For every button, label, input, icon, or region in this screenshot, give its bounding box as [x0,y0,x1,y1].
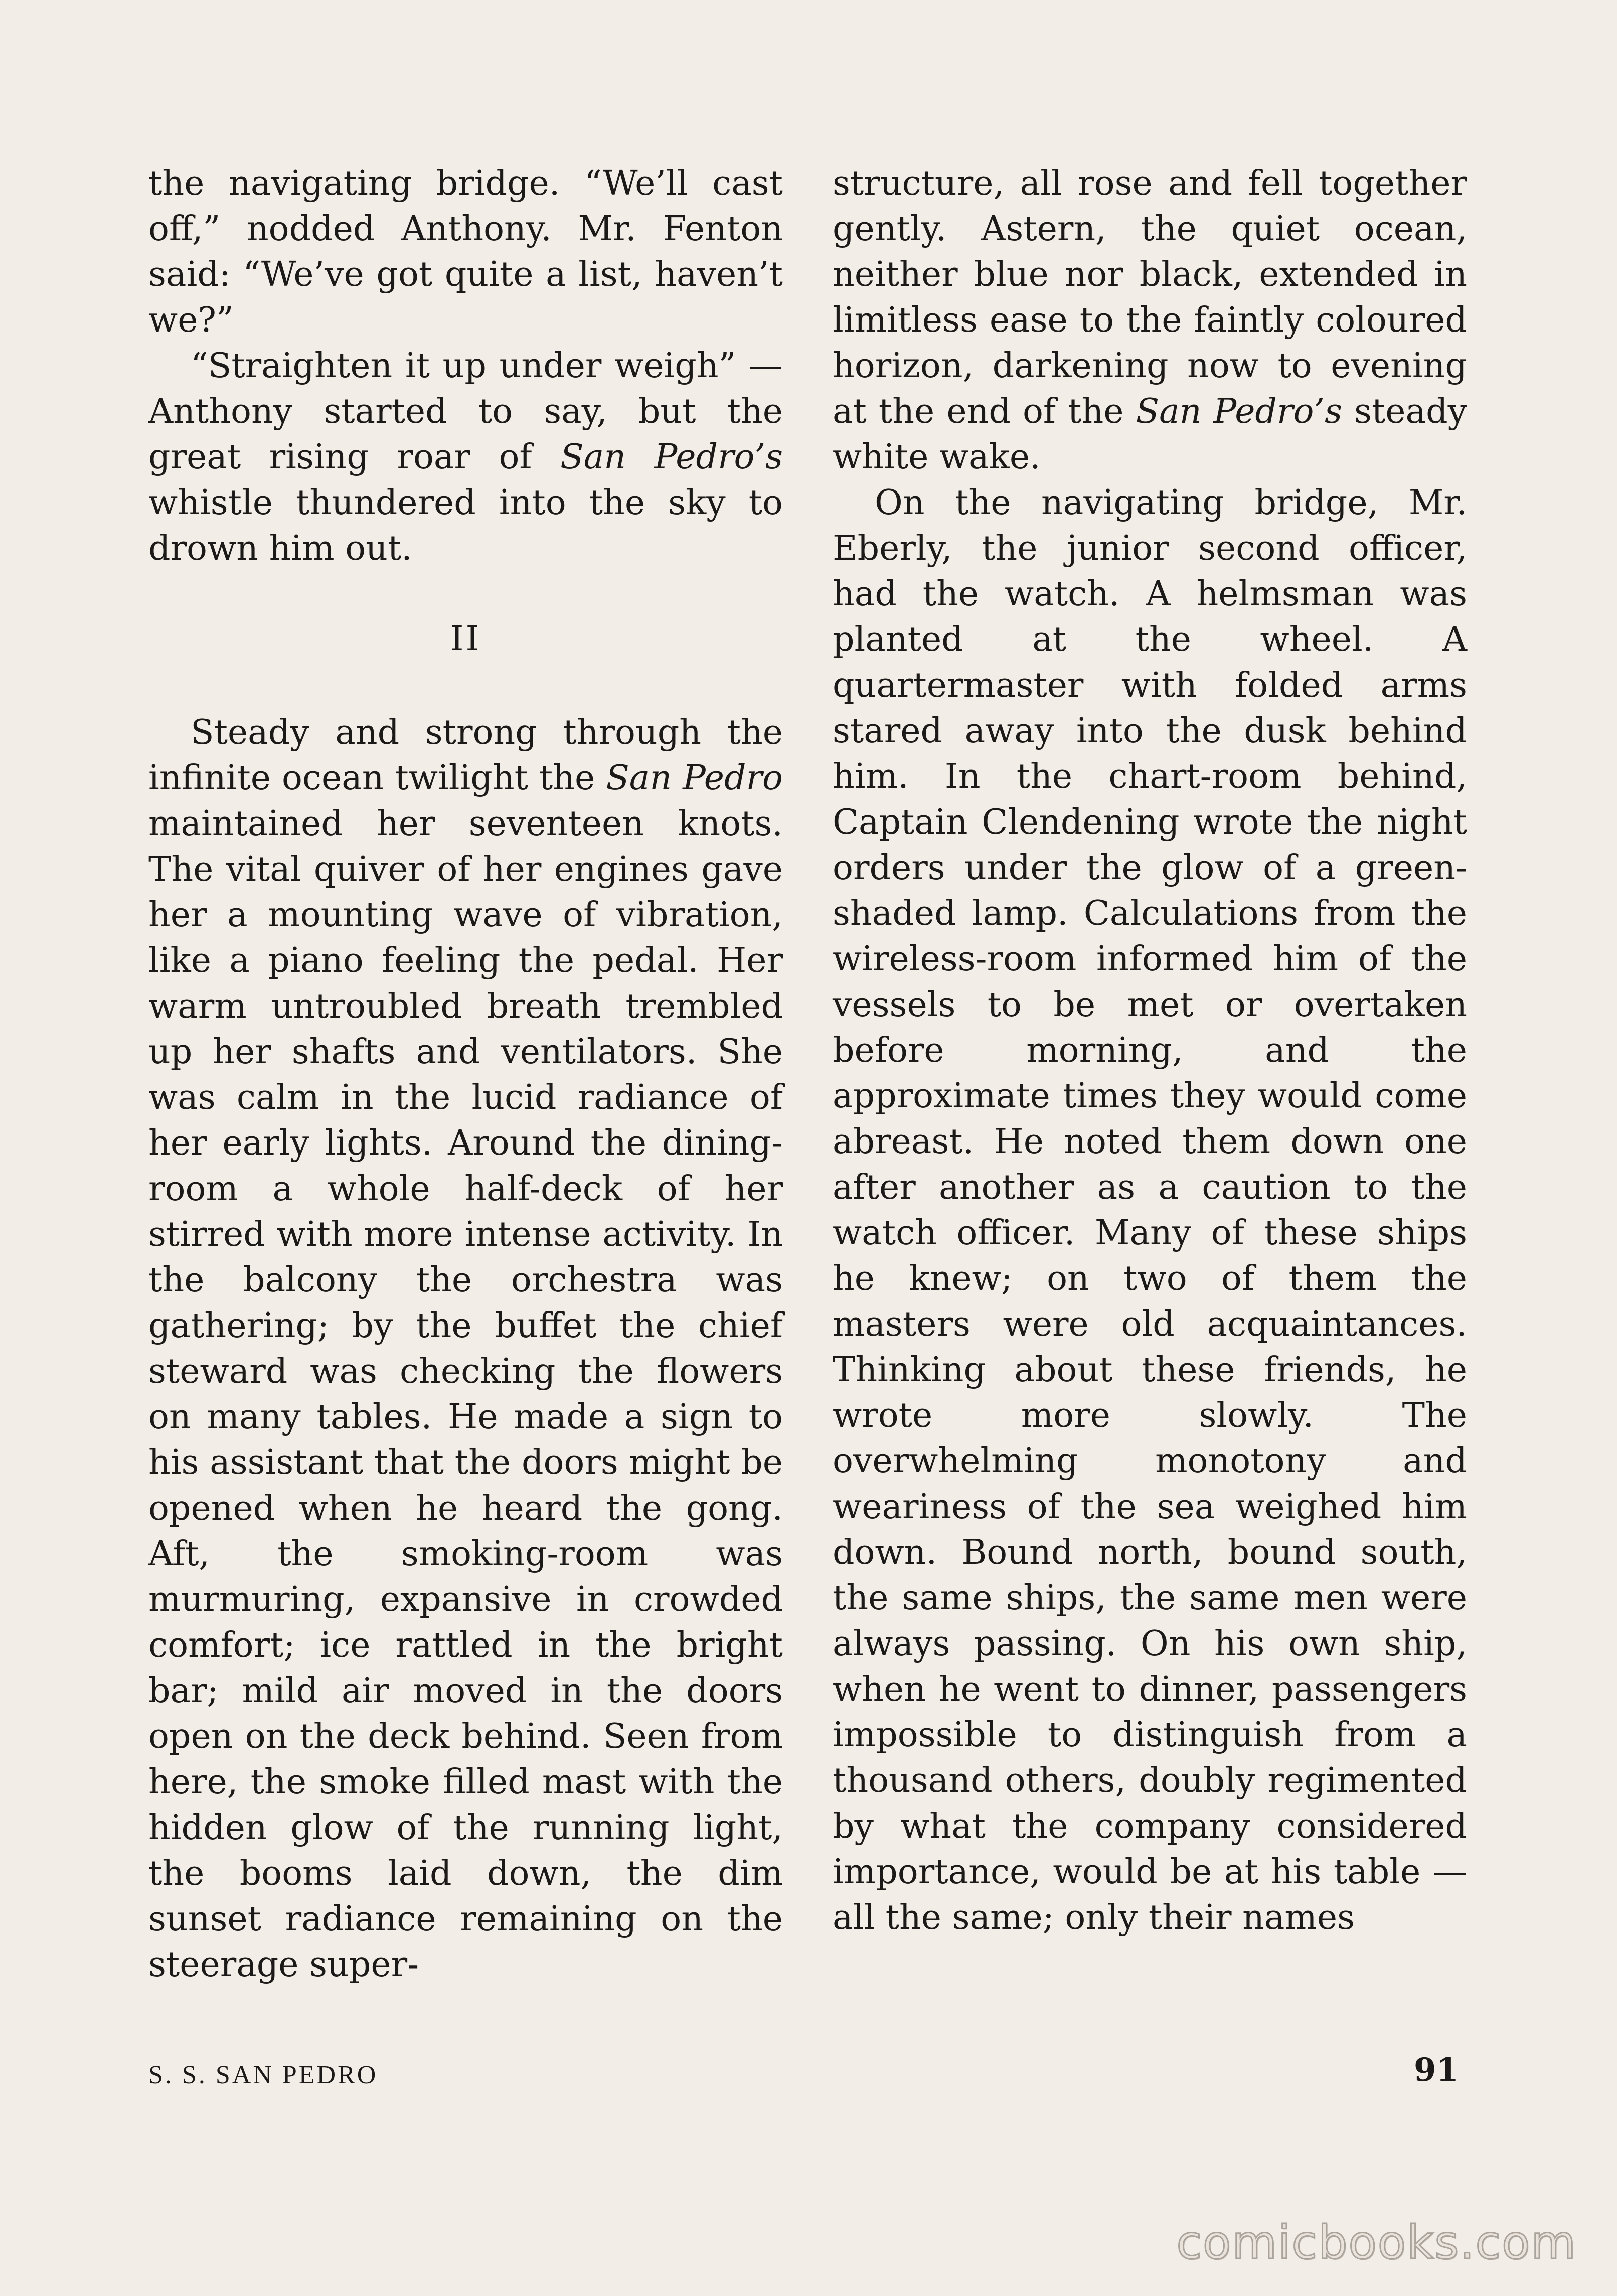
paragraph [148,710,783,1988]
paragraph-text: whistle thundered into the sky to drown him out. [148,483,783,568]
paragraph: the navigating bridge. “We’ll cast off,” nodded Anthony. Mr. Fenton said: “We’ve got quite a list, haven’t we?” [148,163,783,340]
paragraph-text: steady white wake. [833,392,1468,477]
paragraph-text: Steady and strong through the infinite ocean twilight the [148,713,783,798]
paragraph [148,343,783,571]
watermark-logo: comicbooks.com [1176,2216,1577,2269]
paragraph-text: “Straighten it up under weigh” — Anthony started to say, but the great rising roar of [148,346,783,477]
ship-name-italic: San Pedro’s [560,437,783,477]
paragraph [833,160,1467,480]
chapter-heading: II [450,619,481,659]
ship-name-italic: San Pedro [606,758,783,798]
ship-name-italic: San Pedro’s [1136,392,1342,431]
running-title: S. S. SAN PEDRO [148,2061,378,2089]
paragraph-text: structure, all rose and fell together gently. Astern, the quiet ocean, neither blue nor black, extended in limitless ease to the faintly coloured horizon, darkening now to evening at the end of the [833,163,1467,431]
page-number: 91 [1413,2051,1459,2089]
left-text-column [148,160,783,1988]
paragraph: On the navigating bridge, Mr. Eberly, the junior second officer, had the watch. A helmsman was planted at the wheel. A quartermaster with folded arms stared away into the dusk behind him. In the chart-room behind, Captain Clendening wrote the night orders under the glow of a green-shaded lamp. Calculations from the wireless-room informed him of the vessels to be met or overtaken before morning, and the approximate times they would come abreast. He noted them down one after another as a caution to the watch officer. Many of these ships he knew; on two of them the masters were old acquaintances. Thinking about these friends, he wrote more slowly. The overwhelming monotony and weariness of the sea weighed him down. Bound north, bound south, the same ships, the same men were always passing. On his own ship, when he went to dinner, passengers impossible to distinguish from a thousand others, doubly regimented by what the company considered importance, would be at his table — all the same; only their names [833,483,1467,1937]
right-text-column [833,160,1467,1940]
paragraph-text: maintained her seventeen knots. The vital quiver of her engines gave her a mounting wave of vibration, like a piano feeling the pedal. Her warm untroubled breath trembled up her shafts and ventilators. She was calm in the lucid radiance of her early lights. Around the dining-room a whole half-deck of her stirred with more intense activity. In the balcony the orchestra was gathering; by the buffet the chief steward was checking the flowers on many tables. He made a sign to his assistant that the doors might be opened when he heard the gong. Aft, the smoking-room was murmuring, expansive in crowded comfort; ice rattled in the bright bar; mild air moved in the doors open on the deck behind. Seen from here, the smoke filled mast with the hidden glow of the running light, the booms laid down, the dim sunset radiance remaining on the steerage super- [148,804,783,1985]
